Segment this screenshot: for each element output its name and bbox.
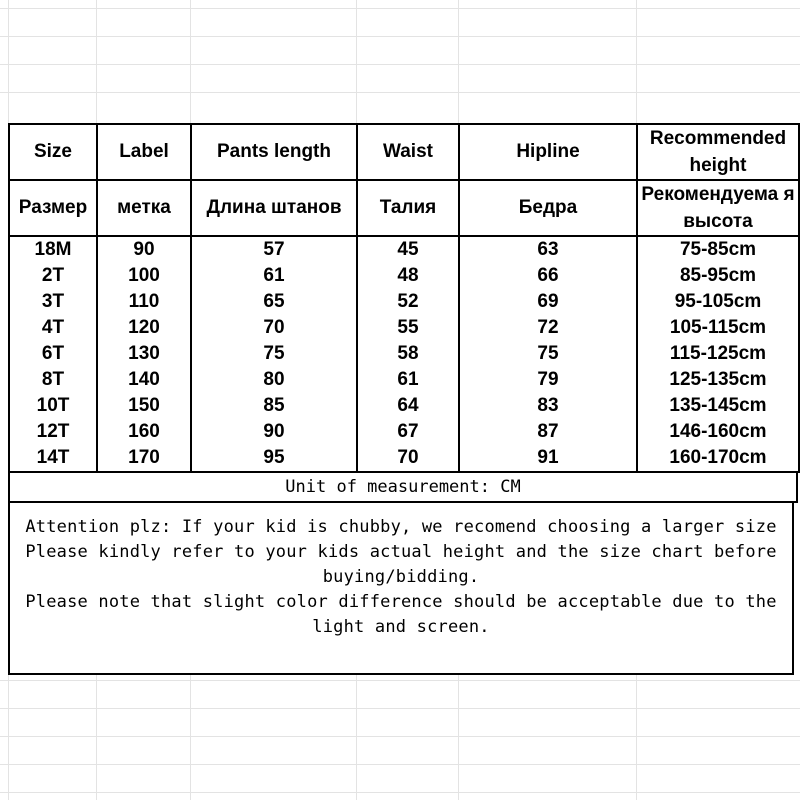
table-row — [9, 445, 799, 472]
header-cell: Recommended height — [637, 124, 799, 180]
table-cell: 105-115cm — [637, 315, 799, 341]
table-cell: 130 — [97, 341, 191, 367]
header-cell: Pants length — [191, 124, 357, 180]
header-cell: Label — [97, 124, 191, 180]
header-cell-ru: метка — [97, 180, 191, 236]
table-cell: 95 — [191, 445, 357, 472]
table-cell: 57 — [191, 236, 357, 263]
table-row — [9, 263, 799, 289]
table-cell: 18M — [9, 236, 97, 263]
table-row — [9, 367, 799, 393]
table-row — [9, 289, 799, 315]
header-cell-ru: Размер — [9, 180, 97, 236]
table-row — [9, 419, 799, 445]
table-cell: 48 — [357, 263, 459, 289]
table-cell: 61 — [191, 263, 357, 289]
size-table — [8, 123, 800, 473]
table-cell: 79 — [459, 367, 637, 393]
table-cell: 100 — [97, 263, 191, 289]
table-cell: 14T — [9, 445, 97, 472]
table-cell: 55 — [357, 315, 459, 341]
table-cell: 91 — [459, 445, 637, 472]
header-cell-ru: Длина штанов — [191, 180, 357, 236]
table-cell: 87 — [459, 419, 637, 445]
size-table-body — [9, 124, 799, 472]
table-cell: 75 — [191, 341, 357, 367]
table-cell: 85-95cm — [637, 263, 799, 289]
table-row — [9, 393, 799, 419]
table-cell: 160 — [97, 419, 191, 445]
table-cell: 61 — [357, 367, 459, 393]
table-cell: 90 — [97, 236, 191, 263]
table-cell: 8T — [9, 367, 97, 393]
table-cell: 69 — [459, 289, 637, 315]
table-cell: 70 — [191, 315, 357, 341]
table-cell: 72 — [459, 315, 637, 341]
size-chart — [8, 123, 798, 675]
table-cell: 12T — [9, 419, 97, 445]
table-cell: 2T — [9, 263, 97, 289]
table-cell: 66 — [459, 263, 637, 289]
table-cell: 146-160cm — [637, 419, 799, 445]
table-cell: 110 — [97, 289, 191, 315]
unit-of-measurement: Unit of measurement: CM — [8, 473, 798, 503]
table-cell: 45 — [357, 236, 459, 263]
header-row-ru — [9, 180, 799, 236]
table-cell: 67 — [357, 419, 459, 445]
header-cell-ru: Бедра — [459, 180, 637, 236]
table-cell: 75-85cm — [637, 236, 799, 263]
note-chubby: Attention plz: If your kid is chubby, we recomend choosing a larger size — [25, 517, 777, 537]
table-row — [9, 236, 799, 263]
notes-block — [8, 503, 794, 675]
table-row — [9, 341, 799, 367]
header-cell: Size — [9, 124, 97, 180]
header-cell-ru: Рекомендуема я высота — [637, 180, 799, 236]
table-cell: 140 — [97, 367, 191, 393]
table-cell: 125-135cm — [637, 367, 799, 393]
table-cell: 4T — [9, 315, 97, 341]
table-cell: 135-145cm — [637, 393, 799, 419]
table-cell: 160-170cm — [637, 445, 799, 472]
table-cell: 10T — [9, 393, 97, 419]
table-cell: 64 — [357, 393, 459, 419]
header-row-en — [9, 124, 799, 180]
header-cell-ru: Талия — [357, 180, 459, 236]
table-cell: 65 — [191, 289, 357, 315]
table-cell: 95-105cm — [637, 289, 799, 315]
note-color: Please note that slight color difference should be acceptable due to the light and screen. — [25, 592, 777, 637]
table-cell: 150 — [97, 393, 191, 419]
table-cell: 75 — [459, 341, 637, 367]
table-cell: 3T — [9, 289, 97, 315]
table-cell: 170 — [97, 445, 191, 472]
table-cell: 52 — [357, 289, 459, 315]
table-cell: 83 — [459, 393, 637, 419]
table-cell: 90 — [191, 419, 357, 445]
table-cell: 63 — [459, 236, 637, 263]
table-row — [9, 315, 799, 341]
table-cell: 70 — [357, 445, 459, 472]
note-height: Please kindly refer to your kids actual height and the size chart before buying/bidding. — [25, 542, 777, 587]
table-cell: 115-125cm — [637, 341, 799, 367]
table-cell: 85 — [191, 393, 357, 419]
header-cell: Hipline — [459, 124, 637, 180]
header-cell: Waist — [357, 124, 459, 180]
table-cell: 6T — [9, 341, 97, 367]
table-cell: 58 — [357, 341, 459, 367]
table-cell: 120 — [97, 315, 191, 341]
table-cell: 80 — [191, 367, 357, 393]
